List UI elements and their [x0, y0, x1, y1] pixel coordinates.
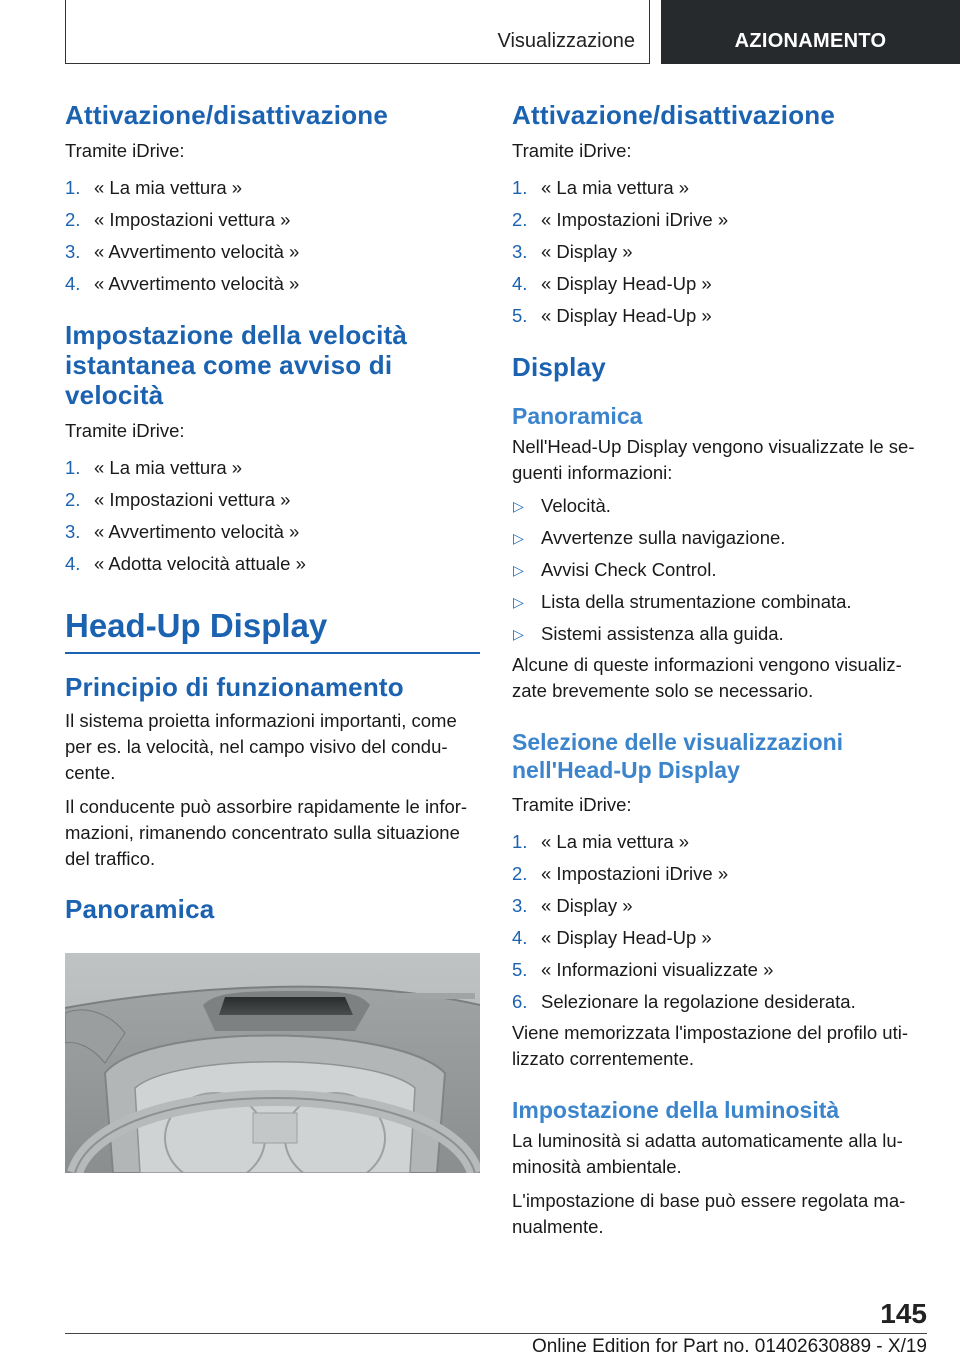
list-item: 3. « Display »	[512, 241, 633, 262]
steps-list-selection	[512, 826, 927, 1018]
intro-text: Tramite iDrive:	[512, 140, 632, 161]
subsection-title-overview: Panoramica	[512, 403, 643, 429]
section-title-activation: Attivazione/disattivazione	[512, 100, 836, 130]
list-item: 6. Selezionare la regolazione desiderata.	[512, 991, 856, 1012]
body-paragraph: L'impostazione di base può essere regolata ma-nualmente.	[512, 1190, 906, 1237]
header-section-tab	[65, 0, 650, 64]
list-item: 4. « Avvertimento velocità »	[65, 273, 300, 294]
subsection-title-brightness: Impostazione della luminosità	[512, 1097, 840, 1123]
intro-text: Tramite iDrive:	[512, 794, 632, 815]
body-paragraph: La luminosità si adatta automaticamente alla lu-minosità ambientale.	[512, 1130, 903, 1177]
triangle-bullet-icon: ▷	[513, 562, 524, 578]
section-title-activation: Attivazione/disattivazione	[65, 100, 389, 130]
page-number: 145	[880, 1298, 927, 1329]
steps-list-activation	[512, 172, 927, 332]
intro-text: Tramite iDrive:	[65, 420, 185, 441]
list-item: 1. « La mia vettura »	[512, 831, 690, 852]
footer-divider	[65, 1333, 927, 1334]
list-item: 5. « Informazioni visualizzate »	[512, 959, 774, 980]
right-column	[512, 100, 927, 1240]
chapter-heading-block	[65, 606, 480, 654]
list-item: ▷ Avvertenze sulla navigazione.	[512, 522, 927, 554]
intro-text: Tramite iDrive:	[65, 140, 185, 161]
body-paragraph: Nell'Head-Up Display vengono visualizzate le se-guenti informazioni:	[512, 436, 915, 483]
steps-list-speed-warning	[65, 452, 480, 580]
triangle-bullet-icon: ▷	[513, 530, 524, 546]
header-chapter-tab	[661, 0, 960, 64]
list-item: ▷ Sistemi assistenza alla guida.	[512, 618, 927, 650]
list-item: ▷ Avvisi Check Control.	[512, 554, 927, 586]
triangle-bullet-icon: ▷	[513, 498, 524, 514]
body-paragraph: Viene memorizzata l'impostazione del profilo uti-lizzato correntemente.	[512, 1022, 908, 1069]
section-title-display: Display	[512, 352, 606, 382]
list-item: 1. « La mia vettura »	[65, 457, 243, 478]
list-item: 3. « Avvertimento velocità »	[65, 521, 300, 542]
chapter-heading: Head-Up Display	[65, 607, 328, 644]
triangle-bullet-icon: ▷	[513, 594, 524, 610]
section-title-overview: Panoramica	[65, 894, 215, 924]
body-paragraph: Il conducente può assorbire rapidamente le infor-mazioni, rimanendo concentrato sulla situazione del traffico.	[65, 796, 468, 869]
list-item: 2. « Impostazioni iDrive »	[512, 209, 729, 230]
list-item: 1. « La mia vettura »	[65, 177, 243, 198]
head-up-display-dashboard-illustration-icon	[65, 953, 480, 1173]
list-item: 3. « Display »	[512, 895, 633, 916]
list-item: ▷ Lista della strumentazione combinata.	[512, 586, 927, 618]
list-item: 2. « Impostazioni vettura »	[65, 489, 291, 510]
bullet-list	[512, 490, 927, 650]
list-item: 2. « Impostazioni vettura »	[65, 209, 291, 230]
head-up-display-figure	[65, 953, 480, 1173]
triangle-bullet-icon: ▷	[513, 626, 524, 642]
section-title-principle: Principio di funzionamento	[65, 672, 404, 702]
list-item: 3. « Avvertimento velocità »	[65, 241, 300, 262]
header-section-label: Visualizzazione	[497, 30, 635, 52]
list-item: 4. « Display Head-Up »	[512, 927, 712, 948]
list-item: 5. « Display Head-Up »	[512, 305, 712, 326]
header-chapter-label: AZIONAMENTO	[734, 30, 887, 52]
section-title-speed-warning: Impostazione della velocità istantanea come avviso di velocità	[65, 320, 408, 410]
list-item: 4. « Adotta velocità attuale »	[65, 553, 306, 574]
subsection-title-selection: Selezione delle visualizzazioni nell'Head-Up Display	[512, 729, 844, 783]
footer-edition: Online Edition for Part no. 01402630889 - X/19	[531, 1336, 927, 1357]
list-item: 2. « Impostazioni iDrive »	[512, 863, 729, 884]
left-column	[65, 100, 480, 924]
list-item: 4. « Display Head-Up »	[512, 273, 712, 294]
body-paragraph: Il sistema proietta informazioni importanti, come per es. la velocità, nel campo visivo del condu-cente.	[65, 710, 457, 783]
body-paragraph: Alcune di queste informazioni vengono visualiz-zate brevemente solo se necessario.	[512, 654, 902, 701]
list-item: 1. « La mia vettura »	[512, 177, 690, 198]
list-item: ▷ Velocità.	[512, 490, 927, 522]
steps-list-activation	[65, 172, 480, 300]
